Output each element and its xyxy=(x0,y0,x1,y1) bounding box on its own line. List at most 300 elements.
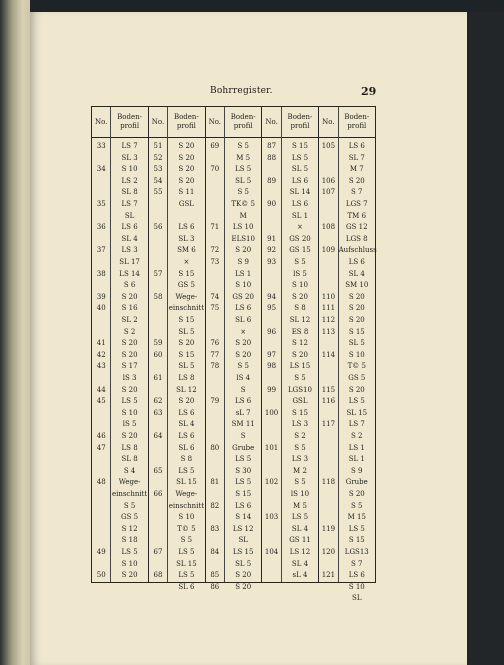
row-number xyxy=(206,408,224,420)
row-profile: S 15 xyxy=(235,490,252,498)
row-number: 82 xyxy=(210,501,220,510)
row-number: 121 xyxy=(321,571,336,580)
row-profile: einschnitt xyxy=(168,304,205,313)
row-profile: lS 3 xyxy=(122,374,137,382)
column-profile xyxy=(338,107,377,603)
row-number xyxy=(206,199,224,211)
column-profile xyxy=(111,107,148,582)
row-profile: LS 12 xyxy=(289,548,311,556)
row-number xyxy=(206,431,224,443)
row-number xyxy=(92,454,110,466)
row-profile: Wege- xyxy=(175,490,198,498)
row-number xyxy=(92,153,110,165)
row-number: 109 xyxy=(321,246,336,255)
row-profile: LS 5 xyxy=(121,548,138,556)
row-number: 63 xyxy=(153,408,163,417)
row-number: 102 xyxy=(264,478,279,487)
row-profile: S 5 xyxy=(294,443,306,452)
row-profile: LS 6 xyxy=(121,223,138,232)
row-number xyxy=(149,199,167,211)
row-number: 68 xyxy=(153,571,163,580)
row-number xyxy=(262,489,280,501)
row-number xyxy=(92,257,110,269)
row-profile: S 10 xyxy=(292,281,308,290)
row-number xyxy=(319,431,337,443)
row-profile: S 15 xyxy=(292,142,308,150)
row-number: 98 xyxy=(267,362,277,371)
row-profile: S xyxy=(240,432,246,440)
row-profile: S 5 xyxy=(123,501,136,510)
row-profile: LS 6 xyxy=(178,408,195,417)
row-profile: LS 5 xyxy=(235,455,252,464)
row-profile: SL 6 xyxy=(178,443,195,452)
row-number: 49 xyxy=(96,548,106,556)
row-number xyxy=(319,466,337,478)
row-profile: S 20 xyxy=(178,176,195,185)
column-no xyxy=(262,107,281,582)
row-number xyxy=(262,222,280,234)
row-number: 106 xyxy=(321,176,336,185)
row-profile: S 12 xyxy=(292,339,308,348)
row-number xyxy=(149,477,167,489)
row-number: 87 xyxy=(267,142,277,150)
row-number: 74 xyxy=(210,292,220,301)
row-number: 120 xyxy=(321,548,336,556)
row-number: 42 xyxy=(96,350,106,359)
row-number: 41 xyxy=(96,339,106,348)
row-number: 95 xyxy=(267,304,277,313)
row-profile: LS 3 xyxy=(291,420,309,429)
row-profile: LS 3 xyxy=(291,455,309,464)
row-number: 44 xyxy=(96,385,106,394)
row-number xyxy=(206,211,224,223)
row-profile: M 5 xyxy=(236,153,251,162)
row-number xyxy=(149,303,167,315)
row-number: 113 xyxy=(321,327,336,336)
row-number: 114 xyxy=(321,350,336,359)
row-number: 65 xyxy=(153,466,163,475)
row-profile: ES 8 xyxy=(291,327,309,336)
row-profile: GS 12 xyxy=(346,223,368,232)
row-profile: LS 5 xyxy=(235,165,252,174)
row-number xyxy=(319,338,337,350)
row-profile: LS 6 xyxy=(348,571,365,580)
row-number xyxy=(206,234,224,246)
row-profile: lS 5 xyxy=(122,420,137,429)
row-profile: S 10 xyxy=(121,559,138,568)
row-profile: S 15 xyxy=(178,316,195,324)
column-header-profile: Boden- profil xyxy=(168,107,204,138)
row-number: 57 xyxy=(153,269,163,278)
row-number xyxy=(206,454,224,466)
row-profile: SL 5 xyxy=(348,339,365,348)
row-number xyxy=(319,535,337,547)
row-number xyxy=(92,176,110,188)
row-profile: LS 6 xyxy=(348,258,365,266)
row-profile: S 8 xyxy=(180,455,193,464)
row-number xyxy=(149,361,167,373)
row-number xyxy=(149,327,167,339)
row-number: 118 xyxy=(321,478,336,487)
row-profile: S 10 xyxy=(348,582,365,591)
row-profile: SL xyxy=(238,536,248,545)
row-profile: S 30 xyxy=(235,466,252,475)
row-profile: LS 6 xyxy=(235,501,252,510)
row-profile: S 2 xyxy=(123,327,136,336)
row-profile: S 20 xyxy=(178,153,195,162)
row-number xyxy=(319,164,337,176)
row-number: 46 xyxy=(96,432,106,440)
row-number xyxy=(149,582,167,594)
row-profile: LS 5 xyxy=(291,513,309,522)
row-number xyxy=(206,466,224,478)
row-profile: S 8 xyxy=(294,304,306,313)
row-profile: × xyxy=(297,223,303,232)
row-profile: × xyxy=(183,258,190,266)
row-profile: LGS 7 xyxy=(345,200,368,208)
row-profile: S 5 xyxy=(294,478,306,487)
row-profile: × xyxy=(240,327,247,336)
row-number: 112 xyxy=(321,316,336,324)
row-profile: T© 5 xyxy=(177,524,196,533)
row-profile: lS 4 xyxy=(236,374,251,382)
row-number xyxy=(319,559,337,571)
row-number xyxy=(262,535,280,547)
row-profile: lS 10 xyxy=(290,490,310,498)
row-profile: S 10 xyxy=(121,408,138,417)
row-profile: SL 15 xyxy=(176,559,197,568)
row-number: 45 xyxy=(96,397,106,406)
row-profile: S 20 xyxy=(348,316,365,324)
row-number xyxy=(319,373,337,385)
row-profile: S 20 xyxy=(178,165,195,174)
row-profile: S 20 xyxy=(235,571,252,580)
row-profile: SL 3 xyxy=(121,153,138,162)
row-profile: SL 4 xyxy=(348,269,365,278)
row-profile: S 20 xyxy=(292,292,308,301)
row-number xyxy=(262,187,280,199)
row-profile: S 11 xyxy=(178,188,195,197)
column-no xyxy=(319,107,338,582)
row-number xyxy=(319,512,337,524)
row-profile: LS 10 xyxy=(232,223,254,232)
row-profile: S 20 xyxy=(348,292,365,301)
row-number: 52 xyxy=(153,153,163,162)
row-profile: LGS13 xyxy=(344,548,369,556)
row-profile: GS 5 xyxy=(348,374,366,382)
row-number: 84 xyxy=(210,548,220,556)
column-profile xyxy=(168,107,205,591)
row-profile: TM 6 xyxy=(347,211,367,220)
row-profile: S 7 xyxy=(351,559,363,568)
row-profile: S 20 xyxy=(235,582,252,591)
row-number: 89 xyxy=(267,176,277,185)
row-number xyxy=(319,211,337,223)
row-number xyxy=(92,315,110,327)
row-number xyxy=(149,385,167,397)
row-profile: S 5 xyxy=(180,536,193,545)
page-edge-shadow xyxy=(467,12,504,665)
row-profile: LS 6 xyxy=(235,397,252,406)
row-number: 104 xyxy=(264,548,279,556)
column-header-no: No. xyxy=(206,107,224,138)
row-profile: SL 1 xyxy=(348,455,365,464)
row-number: 33 xyxy=(96,142,106,150)
row-number xyxy=(206,153,224,165)
row-profile: GS 5 xyxy=(121,513,139,522)
row-profile: LS 14 xyxy=(119,269,140,278)
row-profile: S 20 xyxy=(121,350,138,359)
row-number xyxy=(206,176,224,188)
row-number: 108 xyxy=(321,223,336,232)
row-number xyxy=(206,385,224,397)
row-number xyxy=(92,234,110,246)
row-number xyxy=(92,419,110,431)
row-number: 64 xyxy=(153,432,163,440)
row-profile: SL 4 xyxy=(178,420,195,429)
row-number: 81 xyxy=(210,478,220,487)
row-profile: GS 5 xyxy=(177,281,195,290)
row-profile: LS 7 xyxy=(348,420,365,429)
row-profile: sL 7 xyxy=(235,408,251,417)
row-profile: S 20 xyxy=(348,385,365,394)
row-profile: LS 5 xyxy=(348,524,365,533)
row-profile: S xyxy=(240,385,246,394)
row-profile: LS 12 xyxy=(232,524,254,533)
row-profile: SL 6 xyxy=(178,582,195,591)
row-profile: S 18 xyxy=(121,536,138,545)
row-profile: GS 15 xyxy=(289,246,311,255)
row-profile: LS 1 xyxy=(235,269,252,278)
row-profile: ELS10 xyxy=(231,234,255,243)
row-profile: S 20 xyxy=(121,571,138,580)
row-profile: sL 4 xyxy=(292,571,308,580)
row-number xyxy=(92,524,110,536)
row-profile: SL 3 xyxy=(178,234,195,243)
row-number xyxy=(262,431,280,443)
row-profile: LS 6 xyxy=(291,176,309,185)
row-number xyxy=(319,234,337,246)
row-number: 37 xyxy=(96,246,106,255)
row-number: 60 xyxy=(153,350,163,359)
row-number xyxy=(262,164,280,176)
row-number xyxy=(92,211,110,223)
row-profile: S 20 xyxy=(292,350,308,359)
row-number xyxy=(149,315,167,327)
row-profile: LS 6 xyxy=(235,304,252,313)
row-number: 78 xyxy=(210,362,220,371)
row-profile: S 20 xyxy=(121,292,138,301)
column-header-no: No. xyxy=(92,107,110,138)
row-profile: S 20 xyxy=(235,339,252,348)
row-profile: M xyxy=(239,211,247,220)
row-profile: SL 8 xyxy=(121,455,138,464)
row-profile: SL 15 xyxy=(346,408,368,417)
row-profile: TK© 5 xyxy=(231,200,255,208)
row-number xyxy=(92,512,110,524)
row-number: 71 xyxy=(210,223,220,232)
row-number: 99 xyxy=(267,385,277,394)
row-number xyxy=(92,535,110,547)
row-number xyxy=(319,361,337,373)
row-profile: SL xyxy=(124,211,135,220)
row-number: 115 xyxy=(321,385,336,394)
row-profile: LS 5 xyxy=(178,548,195,556)
book-binding xyxy=(0,0,30,665)
row-number: 101 xyxy=(264,443,279,452)
row-profile: lS 5 xyxy=(293,269,307,278)
row-number xyxy=(206,512,224,524)
row-profile: S 12 xyxy=(121,524,138,533)
row-profile: Grube xyxy=(345,478,368,487)
row-profile: S 15 xyxy=(178,269,195,278)
row-number xyxy=(149,234,167,246)
running-head: Bohrregister. xyxy=(210,86,273,96)
row-profile: S 7 xyxy=(351,188,363,197)
row-number xyxy=(149,524,167,536)
row-profile xyxy=(168,211,204,223)
row-profile: S 15 xyxy=(292,408,308,417)
row-number: 92 xyxy=(267,246,277,255)
row-profile: S 20 xyxy=(121,385,138,394)
row-profile: S 9 xyxy=(351,466,363,475)
row-number: 70 xyxy=(210,165,220,174)
row-number xyxy=(319,269,337,281)
row-profile: LS 6 xyxy=(178,223,195,232)
row-number: 34 xyxy=(96,165,106,174)
row-profile: SL 12 xyxy=(176,385,197,394)
row-profile: LS 7 xyxy=(121,142,138,150)
row-number: 116 xyxy=(321,397,336,406)
row-number: 103 xyxy=(264,513,279,522)
row-number xyxy=(149,211,167,223)
row-profile: einschnitt xyxy=(168,501,205,510)
page-number: 29 xyxy=(361,85,377,98)
row-number xyxy=(206,489,224,501)
row-profile: S 15 xyxy=(348,536,365,545)
row-number: 88 xyxy=(267,153,277,162)
column-header-profile: Boden- profil xyxy=(225,107,261,138)
row-number: 94 xyxy=(267,292,277,301)
row-profile: LS 5 xyxy=(291,153,309,162)
row-profile: S 5 xyxy=(294,258,306,266)
row-number xyxy=(149,419,167,431)
row-profile: GS 20 xyxy=(289,234,311,243)
row-number: 50 xyxy=(96,571,106,580)
row-number: 38 xyxy=(96,269,106,278)
row-profile: LS 5 xyxy=(348,397,365,406)
column-header-no: No. xyxy=(319,107,337,138)
row-profile: SL 5 xyxy=(291,165,309,174)
row-number: 58 xyxy=(153,292,163,301)
row-profile: LS 7 xyxy=(121,200,138,208)
column-header-profile: Boden- profil xyxy=(111,107,147,138)
row-profile: Aufschluss xyxy=(338,246,377,255)
row-profile: S 10 xyxy=(178,513,195,522)
row-profile: LS 5 xyxy=(121,397,138,406)
borehole-register-table xyxy=(91,106,377,603)
row-profile: S 20 xyxy=(348,304,365,313)
row-number: 35 xyxy=(96,200,106,208)
row-profile: SL xyxy=(352,594,362,603)
row-profile: SL 1 xyxy=(291,211,309,220)
row-number xyxy=(206,269,224,281)
row-profile: LS 2 xyxy=(121,176,138,185)
row-number xyxy=(262,501,280,513)
row-profile: S 16 xyxy=(121,304,138,313)
row-number xyxy=(262,280,280,292)
row-number xyxy=(92,187,110,199)
row-profile: LS 1 xyxy=(348,443,365,452)
row-profile: LS 8 xyxy=(121,443,138,452)
row-profile: S 20 xyxy=(178,142,195,150)
row-number xyxy=(319,257,337,269)
row-profile: LS 6 xyxy=(178,432,195,440)
row-number: 86 xyxy=(210,582,220,591)
row-number: 77 xyxy=(210,350,220,359)
row-number xyxy=(319,443,337,455)
row-profile: S 20 xyxy=(178,339,195,348)
row-number xyxy=(206,535,224,547)
row-profile: S 5 xyxy=(351,501,363,510)
row-number: 90 xyxy=(267,200,277,208)
row-number: 111 xyxy=(321,304,336,313)
row-profile: LS 6 xyxy=(291,200,309,208)
row-number xyxy=(262,269,280,281)
row-profile: S 2 xyxy=(351,432,363,440)
row-profile: SL 7 xyxy=(348,153,365,162)
row-number xyxy=(149,245,167,257)
row-number: 54 xyxy=(153,176,163,185)
row-number xyxy=(262,570,280,582)
row-number: 55 xyxy=(153,188,163,197)
column-header-no: No. xyxy=(262,107,280,138)
column-header-profile: Boden- profil xyxy=(339,107,375,138)
row-number: 91 xyxy=(267,234,277,243)
row-profile: Wege- xyxy=(118,478,141,487)
row-number xyxy=(149,501,167,513)
row-profile: LS 15 xyxy=(289,362,311,371)
row-profile: LS 15 xyxy=(232,548,254,556)
row-number xyxy=(319,489,337,501)
row-number: 66 xyxy=(153,490,163,498)
row-number xyxy=(262,454,280,466)
row-number xyxy=(149,535,167,547)
row-number xyxy=(206,373,224,385)
row-number: 39 xyxy=(96,292,106,301)
row-profile: LS 5 xyxy=(178,571,195,580)
row-profile: SL 17 xyxy=(119,258,140,266)
row-profile: S 4 xyxy=(123,466,136,475)
row-profile: LS 5 xyxy=(235,478,252,487)
row-profile: S 15 xyxy=(178,350,195,359)
row-number: 61 xyxy=(153,374,163,382)
row-number xyxy=(206,419,224,431)
row-number: 51 xyxy=(153,142,163,150)
row-profile: LS 6 xyxy=(348,142,365,150)
row-number xyxy=(206,280,224,292)
row-profile: GS 20 xyxy=(232,292,254,301)
row-number xyxy=(319,408,337,420)
row-number: 85 xyxy=(210,571,220,580)
row-number xyxy=(149,443,167,455)
row-number xyxy=(262,373,280,385)
row-profile: SM 11 xyxy=(231,420,255,429)
column-profile xyxy=(282,107,319,582)
row-profile: S 20 xyxy=(121,432,138,440)
column-header-no: No. xyxy=(149,107,167,138)
row-number xyxy=(262,559,280,571)
